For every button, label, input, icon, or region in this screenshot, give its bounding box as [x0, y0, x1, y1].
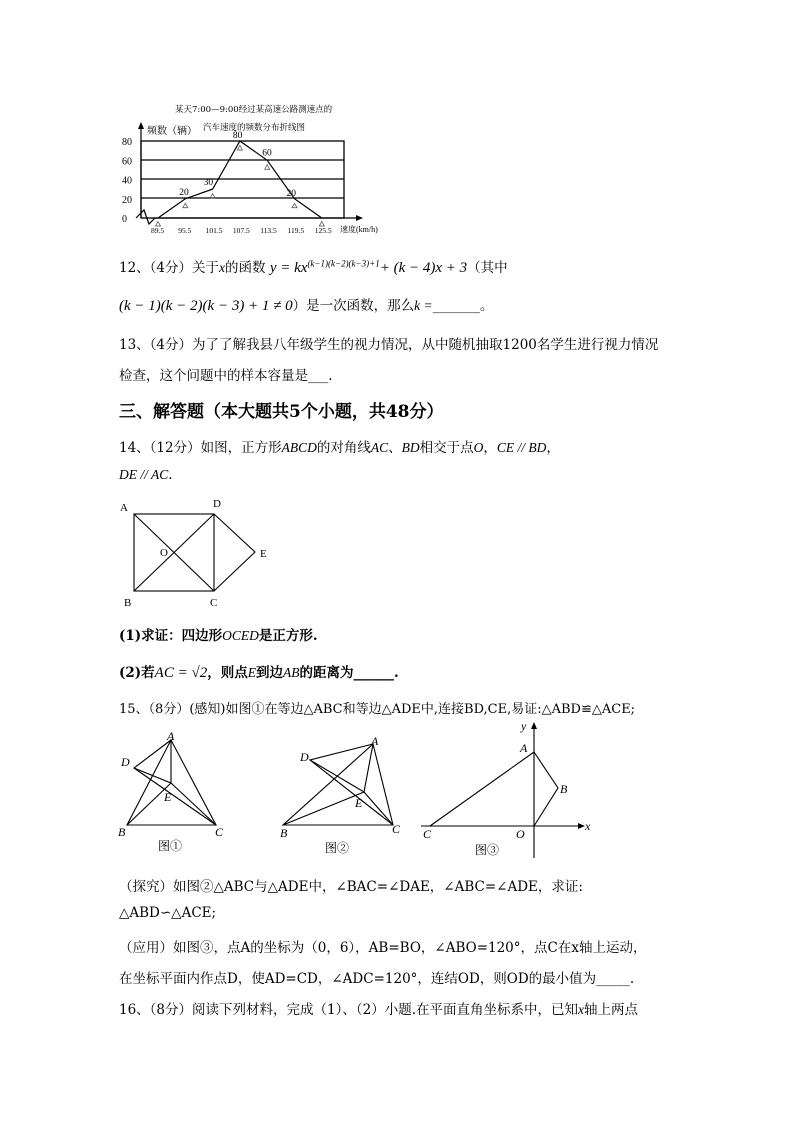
data-label: 20 — [179, 187, 189, 198]
q14-label-c: C — [210, 597, 218, 609]
q14-p2-ab: AB — [282, 665, 300, 680]
q14-period: . — [168, 467, 173, 483]
q12-text: ）是一次函数，那么 — [292, 298, 415, 314]
q16-text-a: 16、（8分）阅读下列材料，完成（1）、（2）小题.在平面直角坐标系中，已知 — [119, 1002, 578, 1018]
data-point-marker — [292, 203, 297, 208]
q15-explore-line1: （探究）如图②△ABC与△ADE中，∠BAC=∠DAE，∠ABC=∠ADE，求证: — [119, 879, 583, 895]
section-3-heading: 三、解答题（本大题共5个小题，共48分） — [119, 402, 444, 422]
q14-ce-bd: CE // BD — [496, 440, 547, 455]
x-tick-label: 125.5 — [314, 226, 332, 235]
q16-x: x — [578, 1002, 584, 1017]
x-tick-label: 113.5 — [260, 226, 277, 235]
q14-label-d: D — [213, 498, 221, 510]
q14-p1-b: 是正方形. — [258, 628, 318, 644]
q14-p2-math: AC = √2 — [154, 665, 208, 681]
q14-text-b: 的对角线 — [316, 440, 371, 456]
q12-var-x: x — [219, 260, 226, 275]
x-tick-label: 95.5 — [178, 226, 192, 235]
fig1-label-b: B — [118, 825, 126, 839]
x-tick-label: 107.5 — [232, 226, 250, 235]
q14-comma-2: ， — [546, 440, 560, 456]
fig3-label-b: B — [560, 782, 568, 796]
q14-o: O — [473, 440, 484, 455]
q12-condition: (k − 1)(k − 2)(k − 3) + 1 ≠ 0 — [119, 298, 293, 314]
y-tick-label: 20 — [122, 194, 132, 206]
y-axis-label: 频数（辆） — [147, 126, 197, 137]
fig1-label-c: C — [215, 825, 224, 839]
q14-label-o: O — [160, 547, 168, 559]
fig2-label-e: E — [355, 796, 363, 810]
data-point-marker — [237, 146, 242, 151]
fig2-label-a: A — [371, 734, 379, 748]
y-tick-label: 60 — [122, 156, 132, 168]
q16-text-b: 轴上两点 — [584, 1002, 638, 1018]
q14-p1-a: (1)求证：四边形 — [119, 628, 223, 644]
fig3-label-c: C — [423, 827, 432, 841]
q14-part2 — [119, 661, 399, 682]
q14-oced: OCED — [222, 628, 259, 643]
q15-figure-1 — [112, 726, 237, 854]
fig2-label-d: D — [300, 750, 309, 764]
q12-mid: 的函数 — [225, 260, 266, 276]
fig3-caption: 图③ — [475, 843, 500, 857]
fig2-label-c: C — [392, 822, 401, 836]
q14-part1 — [119, 624, 318, 644]
y-tick-label: 40 — [122, 175, 132, 187]
q14-bd: BD — [401, 440, 420, 455]
q14-line2 — [119, 467, 173, 483]
data-label: 20 — [286, 188, 296, 199]
q14-comma: ， — [483, 440, 497, 456]
x-axis-label: 速度(km/h) — [340, 225, 378, 234]
q14-p2-a: (2)若 — [119, 665, 155, 681]
q14-label-e: E — [260, 548, 267, 560]
q15-explore-line2: △ABD∽△ACE; — [119, 905, 217, 921]
q12-end: 。 — [479, 298, 494, 314]
y-tick-label: 80 — [122, 137, 132, 148]
x-tick-label: 101.5 — [205, 226, 223, 235]
chart-grid — [141, 141, 344, 218]
q14-sep: 、 — [388, 440, 402, 456]
y-axis-arrow — [138, 122, 144, 129]
q14-line1 — [119, 436, 560, 456]
fig2-caption: 图② — [325, 841, 350, 855]
data-point-marker — [183, 203, 188, 208]
q14-p2-c: 到边 — [255, 665, 283, 681]
q15-apply-line2: 在坐标平面内作点D，使AD=CD，∠ADC=120°，连结OD，则OD的最小值为_____. — [119, 971, 635, 987]
q12-k: k = — [414, 298, 433, 313]
y-tick-label: 0 — [122, 214, 127, 225]
q15-line1: 15、（8分）(感知)如图①在等边△ABC和等边△ADE中,连接BD,CE,易证:△ABD≌△ACE; — [119, 702, 636, 717]
segments-de-ec — [214, 514, 255, 591]
q12-line2 — [119, 294, 493, 315]
data-label: 30 — [203, 178, 214, 189]
fig3-label-o: O — [516, 827, 525, 841]
data-label: 80 — [232, 131, 243, 141]
q14-de-ac: DE // AC — [119, 467, 169, 482]
frequency-chart — [118, 120, 378, 238]
q15-figure-3 — [413, 716, 603, 862]
fig3-label-y: y — [521, 719, 527, 733]
q14-text-c: 相交于点 — [419, 440, 474, 456]
q12-suffix: （其中 — [467, 260, 508, 276]
data-point-marker — [265, 165, 270, 170]
q12-blank: _______ — [432, 298, 480, 314]
q14-ac: AC — [370, 440, 389, 455]
q12-exponent: (k−1)(k−2)(k−3)+1 — [307, 258, 380, 269]
q15-apply-line1: （应用）如图③，点A的坐标为（0，6），AB=BO，∠ABO=120°，点C在x轴上运动， — [119, 940, 647, 956]
q13-line2: 检查，这个问题中的样本容量是___. — [119, 368, 333, 384]
fig1-label-e: E — [164, 790, 172, 804]
q14-label-b: B — [124, 597, 132, 609]
fig2-label-b: B — [280, 826, 288, 840]
q14-label-a: A — [120, 502, 128, 514]
x-tick-label: 119.5 — [287, 226, 305, 235]
x-tick-label: 89.5 — [151, 226, 165, 235]
q13-line1: 13、（4分）为了了解我县八年级学生的视力情况，从中随机抽取1200名学生进行视力情况 — [119, 337, 659, 353]
q12-prefix: 12、（4分）关于 — [119, 260, 220, 276]
x-axis-arrow — [356, 215, 363, 221]
data-label: 60 — [262, 148, 272, 159]
fig1-caption: 图① — [158, 839, 183, 853]
q16-line1 — [119, 998, 638, 1018]
fig3-label-x: x — [585, 819, 591, 833]
q14-text-a: 14、（12分）如图，正方形 — [119, 440, 282, 456]
fig1-label-d: D — [121, 755, 130, 769]
q15-figure-2 — [275, 726, 410, 858]
chart-title-line2: 汽车速度的频数分布折线图 — [203, 123, 306, 133]
fig1-label-a: A — [167, 729, 175, 743]
q14-p2-e: E — [247, 665, 256, 680]
fig3-label-a: A — [520, 741, 528, 755]
q12-formula-rest: + (k − 4)x + 3 — [379, 260, 468, 276]
q14-p2-d: 的距离为______. — [299, 665, 399, 681]
q14-abcd: ABCD — [281, 440, 317, 455]
q14-figure — [118, 494, 278, 612]
q12-line1 — [119, 256, 508, 277]
q12-formula: y = kx — [269, 260, 308, 276]
chart-title-line1: 某天7:00—9:00经过某高速公路测速点的 — [175, 105, 333, 115]
q14-p2-b: ，则点 — [207, 665, 248, 681]
x-axis — [136, 210, 359, 224]
